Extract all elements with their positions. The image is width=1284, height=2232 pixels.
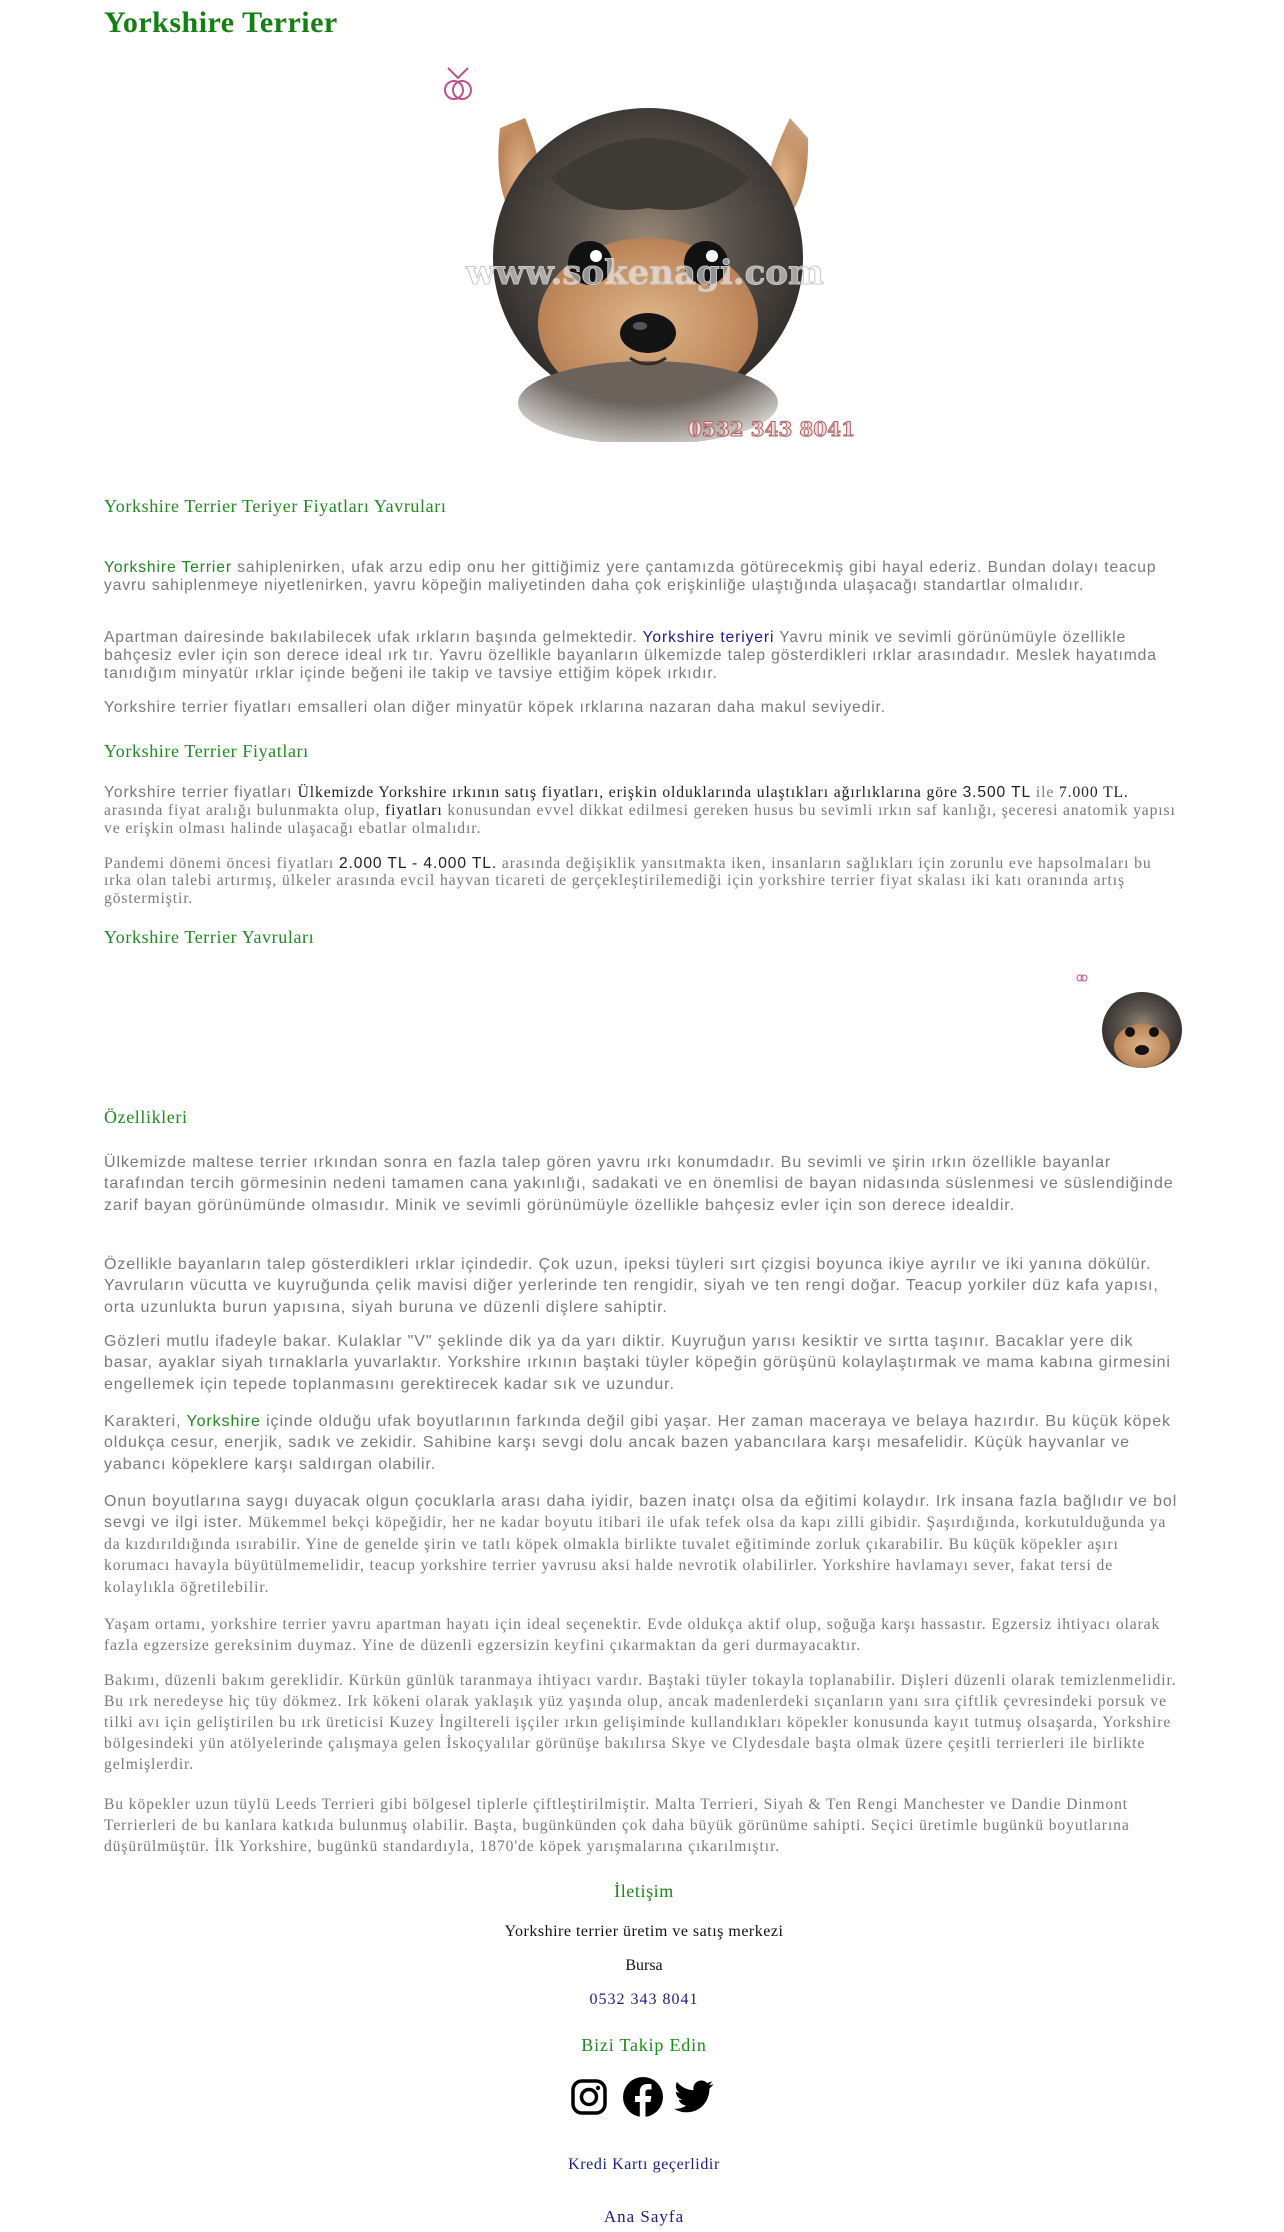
intro-paragraph-1: Yorkshire Terrier sahiplenirken, ufak arzu edip onu her gittiğimiz yere çantamızda götürecekmiş gibi hayal ederiz. Bundan dolayı teacup yavru sahiplenmeye niyetlenirken, yavru köpeğin maliyetinden daha çok erişkinliğe ulaştığında ulaşacağı standartlar olmalıdır. <box>104 559 1157 594</box>
home-link[interactable]: Ana Sayfa <box>603 2207 685 2226</box>
page-title: Yorkshire Terrier <box>104 6 338 39</box>
puppies-heading: Yorkshire Terrier Yavruları <box>104 927 315 947</box>
features-paragraph-8: Bu köpekler uzun tüylü Leeds Terrieri gibi bölgesel tiplerle çiftleştirilmiştir. Malta Terrieri, Siyah & Ten Rengi Manchester ve Dandie Dinmont Terrierleri de bu kanlara katkıda bulunmuş olabilir. Başta, bugünkünden çok daha büyük görünüme sahipti. Seçici üretimle bugünkü boyutlarına düşürülmüştür. İlk Yorkshire, bugünkü standardıyla, 1870'de köpek yarışmalarına çıkarılmıştır. <box>104 1796 1130 1855</box>
hero-puppy-image <box>430 58 860 442</box>
features-paragraph-3: Gözleri mutlu ifadeyle bakar. Kulaklar "V" şeklinde dik ya da yarı diktir. Kuyruğun yarısı kesiktir ve sırtta taşınır. Bacaklar yere dik basar, ayaklar siyah tırnaklarla yuvarlaktır. Yorkshire ırkının baştaki tüyler köpeğin görüşünü kolaylaştırmak ve mama kabına girmesini engellemek için tepede toplanmasını gerektirecek kadar sık ve uzundur. <box>104 1333 1171 1393</box>
price-range: 2.000 TL - 4.000 TL. <box>338 855 498 872</box>
fiyatlari-link[interactable]: fiyatları <box>385 801 443 819</box>
contact-phone-link[interactable]: 0532 343 8041 <box>589 1991 699 2008</box>
contact-heading: İletişim <box>614 1881 674 1901</box>
intro-paragraph-2: Apartman dairesinde bakılabilecek ufak ırkların başında gelmektedir. Yorkshire teriyeri Yavru minik ve sevimli görünümüyle özellikle bahçesiz evler için son derece ideal ırk tır. Yavru özellikle bayanların ülkemizde talep gösterdikleri ırklar arasındadır. Meslek hayatımda tanıdığım minyatür ırklar içinde beğeni ile takip ve tavsiye ettiğim köpek ırkıdır. <box>104 629 1157 682</box>
credit-card-link[interactable]: Kredi Kartı geçerlidir <box>568 2156 720 2173</box>
facebook-icon[interactable] <box>622 2076 664 2118</box>
price-max: 7.000 TL. <box>1058 784 1129 801</box>
contact-line: Yorkshire terrier üretim ve satış merkezi <box>504 1923 784 1940</box>
hero-phone: 0532 343 8041 <box>687 417 855 441</box>
yorkshire-terrier-link[interactable]: Yorkshire Terrier <box>104 559 232 576</box>
features-paragraph-4: Karakteri, Yorkshire içinde olduğu ufak boyutlarının farkında değil gibi yaşar. Her zaman maceraya ve belaya hazırdır. Bu küçük köpek oldukça cesur, enerjik, sadık ve zekidir. Sahibine karşı sevgi dolu ancak bazen yabancılara karşı mesafelidir. Küçük hayvanlar ve yabancı köpeklere karşı saldırgan olabilir. <box>104 1413 1171 1473</box>
intro-heading: Yorkshire Terrier Teriyer Fiyatları Yavruları <box>104 496 447 516</box>
yorkshire-link[interactable]: Yorkshire <box>186 1413 261 1430</box>
prices-heading: Yorkshire Terrier Fiyatları <box>104 741 309 761</box>
prices-paragraph-2: Pandemi dönemi öncesi fiyatları 2.000 TL - 4.000 TL. arasında değişiklik yansıtmakta iken, insanların sağlıkları için zorunlu eve hapsolmaları bu ırka olan talebi artırmış, ülkeler arasında evcil hayvan ticareti de gerçekleştirilemediği için yorkshire terrier fiyat skalası iki katı oranında artış göstermiştir. <box>104 855 1152 907</box>
instagram-icon[interactable] <box>570 2078 608 2116</box>
features-paragraph-1: Ülkemizde maltese terrier ırkından sonra en fazla talep gören yavru ırkı konumdadır. Bu sevimli ve şirin ırkın özellikle bayanlar tarafından tercih görmesinin nedeni tamamen cana yakınlığı, sadakati ve en önemlisi de bayan nidasında süslenmesi ve süslendiğinde zarif bayan görünümünde olmasıdır. Minik ve sevimli görünümüyle özellikle bahçesiz evler için son derece idealdir. <box>104 1154 1174 1214</box>
twitter-icon[interactable] <box>674 2080 714 2114</box>
prices-paragraph-1: Yorkshire terrier fiyatları Ülkemizde Yorkshire ırkının satış fiyatları, erişkin olduklarında ulaştıkları ağırlıklarına göre 3.500 TL ile 7.000 TL. arasında fiyat aralığı bulunmakta olup, fiyatları konusundan evvel dikkat edilmesi gereken husus bu sevimli ırkın saf kanlığı, şeceresi anatomik yapısı ve erişkin olması halinde ulaşacağı ebatlar olmalıdır. <box>104 784 1176 837</box>
features-paragraph-6: Yaşam ortamı, yorkshire terrier yavru apartman hayatı için ideal seçenektir. Evde oldukça aktif olup, soğuğa karşı hassastır. Egzersiz ihtiyacı olarak fazla egzersize gereksinim duymaz. Yine de düzenli egzersizin keyfini çıkarmaktan da geri durmayacaktır. <box>104 1616 1161 1654</box>
intro-paragraph-3: Yorkshire terrier fiyatları emsalleri olan diğer minyatür köpek ırklarına nazaran daha makul seviyedir. <box>104 699 887 716</box>
hero-watermark: www.sokenagi.com <box>466 253 824 293</box>
features-paragraph-7: Bakımı, düzenli bakım gereklidir. Kürkün günlük taranmaya ihtiyacı vardır. Baştaki tüyler tokayla toplanabilir. Dişleri düzenli olarak temizlenmelidir. Bu ırk neredeyse hiç tüy dökmez. Irk kökeni olarak yaklaşık yüz yaşında olup, ancak madenlerdeki sıçanların yanı sıra çiftlik çevresindeki porsuk ve tilki avı için geliştirilen bu ırk üreticisi Kuzey İngiltereli işçiler ırkın gelişiminde kullandıkları köpekler konusunda kayıt tutmuş olsaşarda, Yorkshire bölgesindeki yün atölyelerinde çalışmaya gelen İskoçyalılar görünüşe bakılırsa Skye ve Clydesdale başta olmak üzere çeşitli terrierleri ile birlikte gelmişlerdir. <box>104 1672 1177 1773</box>
puppy-thumbnail-image <box>1072 964 1184 1076</box>
follow-heading: Bizi Takip Edin <box>581 2035 707 2055</box>
features-paragraph-2: Özellikle bayanların talep gösterdikleri ırklar içindedir. Çok uzun, ipeksi tüyleri sırt çizgisi boyunca ikiye ayrılır ve iki yanına dökülür. Yavruların vücutta ve kuyruğunda çelik mavisi diğer yerlerinde ten rengidir, siyah ve ten rengi doğar. Teacup yorkiler düz kafa yapısı, orta uzunlukta burun yapısına, siyah buruna ve düzenli dişlere sahiptir. <box>104 1256 1159 1316</box>
features-heading: Özellikleri <box>104 1107 188 1127</box>
price-min: 3.500 TL <box>962 784 1032 801</box>
features-paragraph-5: Onun boyutlarına saygı duyacak olgun çocuklarla arası daha iyidir, bazen inatçı olsa da eğitimi kolaydır. Irk insana fazla bağlıdır ve bol sevgi ve ilgi ister. Mükemmel bekçi köpeğidir, her ne kadar boyutu itibari ile ufak tefek olsa da kapı zilli gibidir. Şaşırdığında, korkutulduğunda ya da kızdırıldığında ısırabilir. Yine de genelde şirin ve tatlı köpek olmakla birlikte tuvalet eğitiminde zorluk çıkarabilir. Bu küçük köpekler aşırı korumacı havayla büyütülmemelidir, teacup yorkshire terrier yavrusu aksi halde nevrotik olabilirler. Yorkshire havlamayı sever, fakat tersi de kolaylıkla öğretilebilir. <box>104 1493 1178 1596</box>
contact-city: Bursa <box>625 1957 663 1974</box>
yorkshire-teriyeri-link[interactable]: Yorkshire teriyeri <box>642 629 775 646</box>
